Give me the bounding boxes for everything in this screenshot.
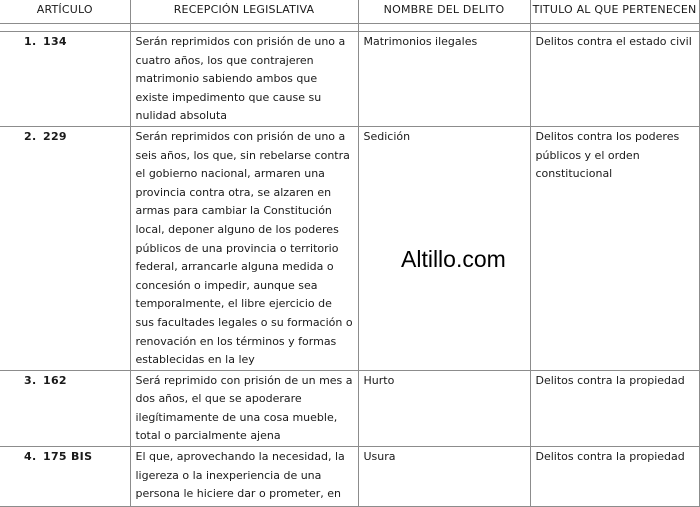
crime-name: Matrimonios ilegales xyxy=(363,35,478,48)
title-text: Delitos contra el estado civil xyxy=(535,35,692,48)
article-number: 134 xyxy=(43,35,67,48)
reception-text: Será reprimido con prisión de un mes a dos años, el que se apoderare ilegítimamente de una cosa mueble, total o parcialmente ajena xyxy=(135,373,353,443)
reception-cell xyxy=(130,447,358,507)
title-cell xyxy=(530,447,699,507)
title-cell xyxy=(530,370,699,446)
article-cell xyxy=(0,370,130,446)
table-row xyxy=(0,32,699,127)
article-number: 175 BIS xyxy=(43,450,93,464)
article-cell xyxy=(0,126,130,370)
crime-cell xyxy=(358,32,530,127)
spacer-cell xyxy=(358,24,530,32)
table-header-row xyxy=(0,0,699,24)
article-number: 229 xyxy=(43,129,67,143)
spacer-cell xyxy=(0,24,130,32)
watermark-text: Altillo.com xyxy=(401,246,506,272)
crime-cell xyxy=(358,447,530,507)
reception-cell xyxy=(130,126,358,370)
spacer-cell xyxy=(130,24,358,32)
crime-name: Usura xyxy=(363,450,396,464)
column-header-reception: RECEPCIÓN LEGISLATIVA xyxy=(130,0,358,24)
crime-name: Sedición xyxy=(363,129,411,143)
title-text: Delitos contra la propiedad xyxy=(535,450,685,464)
column-header-article: ARTÍCULO xyxy=(0,0,130,24)
article-cell xyxy=(0,32,130,127)
row-index: 3. xyxy=(24,373,37,387)
article-cell xyxy=(0,447,130,507)
reception-text: El que, aprovechando la necesidad, la ligereza o la inexperiencia de una persona le hiciere dar o prometer, en xyxy=(135,450,345,501)
reception-cell xyxy=(130,32,358,127)
title-text: Delitos contra la propiedad xyxy=(535,373,685,387)
title-text: Delitos contra los poderes públicos y el orden constitucional xyxy=(535,129,680,181)
title-cell xyxy=(530,32,699,127)
row-index: 2. xyxy=(24,129,37,143)
title-cell xyxy=(530,126,699,370)
reception-text: Serán reprimidos con prisión de uno a cuatro años, los que contrajeren matrimonio sabiendo ambos que existe impedimento que cause su nulidad absoluta xyxy=(135,35,346,123)
column-header-title: TITULO AL QUE PERTENECEN xyxy=(530,0,699,24)
column-header-crime: NOMBRE DEL DELITO xyxy=(358,0,530,24)
table-row xyxy=(0,447,699,507)
row-index: 4. xyxy=(24,450,37,464)
reception-cell xyxy=(130,370,358,446)
table-row xyxy=(0,126,699,370)
article-number: 162 xyxy=(43,373,67,387)
reception-text: Serán reprimidos con prisión de uno a seis años, los que, sin rebelarse contra el gobierno nacional, armaren una provincia contra otra, se alzaren en armas para cambiar la Constitución local, deponer alguno de los poderes públicos de una provincia o territorio federal, arrancarle alguna medida o concesión o impedir, aunque sea temporalmente, el libre ejercicio de sus facultades legales o su formación o renovación en los términos y formas establecidas en la ley xyxy=(135,129,353,367)
table-row xyxy=(0,370,699,446)
crime-cell xyxy=(358,370,530,446)
header-spacer-row xyxy=(0,24,699,32)
row-index: 1. xyxy=(24,35,37,48)
spacer-cell xyxy=(530,24,699,32)
crime-name: Hurto xyxy=(363,373,395,387)
